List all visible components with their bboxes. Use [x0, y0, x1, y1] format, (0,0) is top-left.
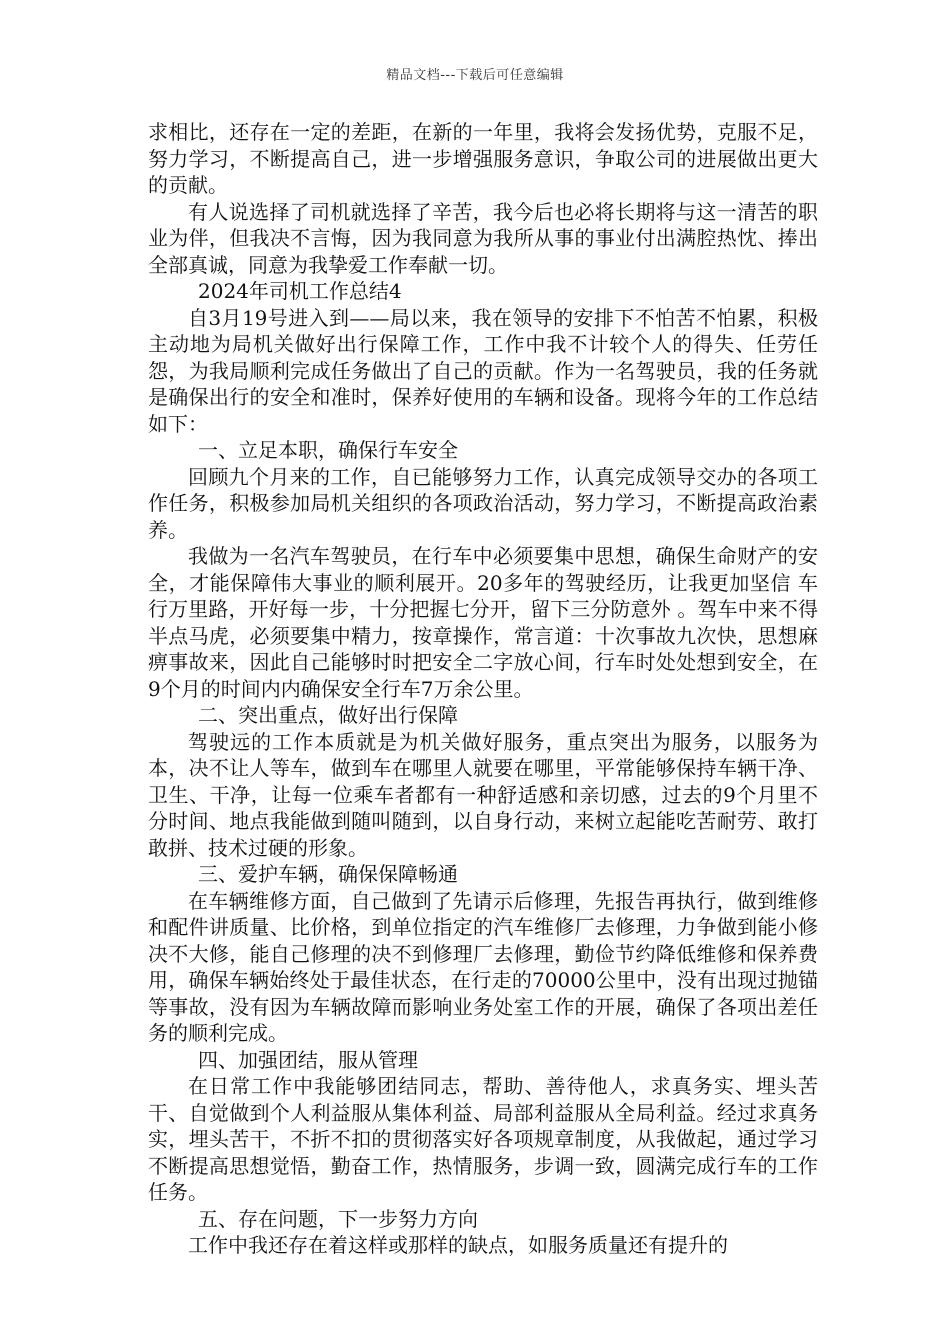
paragraph: 驾驶远的工作本质就是为机关做好服务，重点突出为服务，以服务为本，决不让人等车，做到车在哪里人就要在哪里，平常能够保持车辆干净、卫生、干净，让每一位乘车者都有一种舒适感和亲切感，过去的9个月里不分时间、地点我能做到随叫随到，以自身行动，来树立起能吃苦耐劳、敢打敢拼、技术过硬的形象。 [148, 729, 818, 860]
section-heading-5: 五、存在问题，下一步努力方向 [198, 1206, 478, 1231]
paragraph: 有人说选择了司机就选择了辛苦，我今后也必将长期将与这一清苦的职业为伴，但我决不言悔，因为我同意为我所从事的事业付出满腔热忱、捧出全部真诚，同意为我挚爱工作奉献一切。 [148, 199, 818, 277]
paragraph: 回顾九个月来的工作，自已能够努力工作，认真完成领导交办的各项工作任务，积极参加局机关组织的各项政治活动，努力学习，不断提高政治素养。 [148, 464, 818, 542]
section-heading-1: 一、立足本职，确保行车安全 [198, 438, 458, 462]
paragraph-continuation: 求相比，还存在一定的差距，在新的一年里，我将会发扬优势，克服不足，努力学习，不断提高自己，进一步增强服务意识，争取公司的进展做出更大的贡献。 [148, 120, 818, 197]
paragraph: 自3月19号进入到——局以来，我在领导的安排下不怕苦不怕累，积极主动地为局机关做好出行保障工作，工作中我不计较个人的得失、任劳任怨，为我局顺利完成任务做出了自己的贡献。作为一名驾驶员，我的任务就是确保出行的安全和准时，保养好使用的车辆和设备。现将今年的工作总结如下： [148, 305, 818, 436]
paragraph: 工作中我还存在着这样或那样的缺点，如服务质量还有提升的 [188, 1233, 728, 1257]
paragraph: 我做为一名汽车驾驶员，在行车中必须要集中思想，确保生命财产的安全，才能保障伟大事业的顺利展开。20多年的驾驶经历，让我更加坚信 车行万里路，开好每一步，十分把握七分开，留下三分防意外 。驾车中来不得半点马虎，必须要集中精力，按章操作，常言道：十次事故九次快，思想麻痹事故来，因此自己能够时时把安全二字放心间，行车时处处想到安全，在9个月的时间内内确保安全行车7万余公里。 [148, 544, 818, 701]
section-heading-2: 二、突出重点，做好出行保障 [198, 703, 458, 727]
paragraph: 在车辆维修方面，自己做到了先请示后修理，先报告再执行，做到维修和配件讲质量、比价格，到单位指定的汽车维修厂去修理，力争做到能小修决不大修，能自己修理的决不到修理厂去修理，勤俭节约降低维修和保养费用，确保车辆始终处于最佳状态，在行走的70000公里中，没有出现过抛锚等事故，没有因为车辆故障而影响业务处室工作的开展，确保了各项出差任务的顺利完成。 [148, 888, 818, 1045]
section-title: 2024年司机工作总结4 [198, 279, 402, 303]
page-header: 精品文档---下载后可任意编辑 [386, 68, 564, 83]
document-body [148, 119, 818, 1259]
section-heading-3: 三、爱护车辆，确保保障畅通 [198, 862, 458, 886]
section-heading-4: 四、加强团结，服从管理 [198, 1047, 418, 1072]
paragraph: 在日常工作中我能够团结同志，帮助、善待他人，求真务实、埋头苦干、自觉做到个人利益服从集体利益、局部利益服从全局利益。经过求真务实，埋头苦干，不折不扣的贯彻落实好各项规章制度，从我做起，通过学习不断提高思想觉悟，勤奋工作，热情服务，步调一致，圆满完成行车的工作任务。 [148, 1074, 818, 1204]
